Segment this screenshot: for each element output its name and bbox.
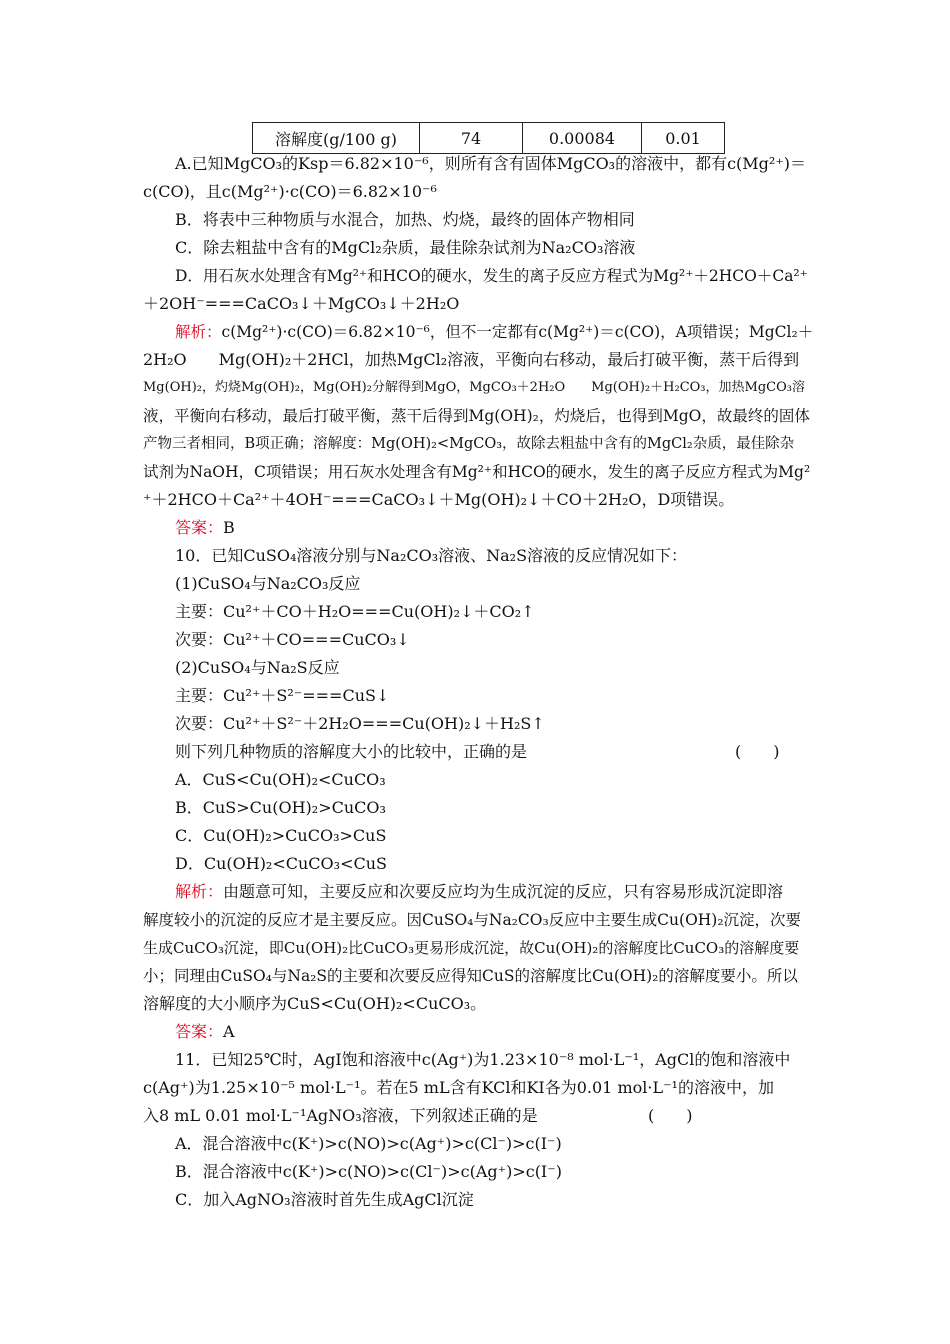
text-line: 解度较小的沉淀的反应才是主要反应。因CuSO₄与Na₂CO₃反应中主要生成Cu(OH)₂沉淀，次要	[143, 911, 802, 929]
text-line: 溶解度的大小顺序为CuS<Cu(OH)₂<CuCO₃。	[143, 994, 487, 1013]
text-line: 小；同理由CuSO₄与Na₂S的主要和次要反应得知CuS的溶解度比Cu(OH)₂的溶解度要小。所以	[143, 967, 798, 985]
answer-value: B	[223, 518, 235, 537]
analysis-text: c(Mg²⁺)·c(CO)＝6.82×10⁻⁶，但不一定都有c(Mg²⁺)＝c(CO)，A项错误；MgCl₂＋	[221, 323, 814, 341]
analysis-label: 解析：	[175, 882, 224, 901]
answer-label: 答案：	[175, 518, 224, 537]
option-b-line: B．CuS>Cu(OH)₂>CuCO₃	[175, 798, 386, 817]
text-line: 次要：Cu²⁺＋S²⁻＋2H₂O===Cu(OH)₂↓＋H₂S↑	[175, 714, 545, 733]
text-line: Mg(OH)₂，灼烧Mg(OH)₂，Mg(OH)₂分解得到MgO，MgCO₃＋2H₂O Mg(OH)₂＋H₂CO₃，加热MgCO₃溶	[143, 380, 805, 395]
table-cell: 0.01	[642, 123, 725, 154]
table-cell: 0.00084	[523, 123, 642, 154]
option-d-line: D．Cu(OH)₂<CuCO₃<CuS	[175, 854, 387, 873]
text-line: 产物三者相同，B项正确；溶解度：Mg(OH)₂<MgCO₃，故除去粗盐中含有的MgCl₂杂质，最佳除杂	[143, 436, 795, 452]
text-line: 液，平衡向右移动，最后打破平衡，蒸干后得到Mg(OH)₂，灼烧后，也得到MgO，故最终的固体	[143, 407, 810, 425]
analysis-line	[175, 878, 813, 906]
answer-label: 答案：	[175, 1022, 224, 1041]
text-line: 2H₂O Mg(OH)₂＋2HCl，加热MgCl₂溶液，平衡向右移动，最后打破平衡，蒸干后得到	[143, 350, 800, 369]
option-a-line: A．混合溶液中c(K⁺)>c(NO)>c(Ag⁺)>c(Cl⁻)>c(I⁻)	[175, 1134, 562, 1153]
text-line: (2)CuSO₄与Na₂S反应	[175, 658, 340, 677]
text-line: (1)CuSO₄与Na₂CO₃反应	[175, 574, 361, 593]
text-line: c(Ag⁺)为1.25×10⁻⁵ mol·L⁻¹。若在5 mL含有KCl和KI各为0.01 mol·L⁻¹的溶液中，加	[143, 1078, 774, 1097]
option-c-line: C．加入AgNO₃溶液时首先生成AgCl沉淀	[175, 1190, 474, 1209]
analysis-text: 由题意可知，主要反应和次要反应均为生成沉淀的反应，只有容易形成沉淀即溶	[223, 882, 784, 901]
question-11-stem: 11．已知25℃时，AgI饱和溶液中c(Ag⁺)为1.23×10⁻⁸ mol·L⁻¹，AgCl的饱和溶液中	[175, 1050, 791, 1069]
option-b-line: B．将表中三种物质与水混合，加热、灼烧，最终的固体产物相同	[175, 210, 635, 229]
option-d-line: D．用石灰水处理含有Mg²⁺和HCO的硬水，发生的离子反应方程式为Mg²⁺＋2HCO＋Ca²⁺	[175, 267, 808, 285]
table-row-label: 溶解度(g/100 g)	[253, 123, 420, 154]
answer-blank: ( )	[648, 1106, 693, 1125]
text-line: 试剂为NaOH，C项错误；用石灰水处理含有Mg²⁺和HCO的硬水，发生的离子反应方程式为Mg²	[143, 463, 811, 481]
option-c-line: C．Cu(OH)₂>CuCO₃>CuS	[175, 826, 387, 845]
prompt-text: 入8 mL 0.01 mol·L⁻¹AgNO₃溶液，下列叙述正确的是	[143, 1106, 538, 1125]
text-line: 主要：Cu²⁺＋CO＋H₂O===Cu(OH)₂↓＋CO₂↑	[175, 602, 535, 621]
table-cell: 74	[420, 123, 523, 154]
text-line: ＋2OH⁻===CaCO₃↓＋MgCO₃↓＋2H₂O	[143, 294, 460, 313]
question-10-prompt	[175, 738, 813, 766]
answer-blank: ( )	[735, 742, 780, 761]
option-a-line: A.已知MgCO₃的Ksp＝6.82×10⁻⁶，则所有含有固体MgCO₃的溶液中，都有c(Mg²⁺)＝	[175, 154, 807, 173]
table-row	[253, 123, 725, 154]
text-line: ⁺＋2HCO＋Ca²⁺＋4OH⁻===CaCO₃↓＋Mg(OH)₂↓＋CO＋2H₂O，D项错误。	[143, 490, 735, 509]
analysis-line	[175, 318, 813, 346]
answer-value: A	[223, 1022, 235, 1041]
option-b-line: B．混合溶液中c(K⁺)>c(NO)>c(Cl⁻)>c(Ag⁺)>c(I⁻)	[175, 1162, 562, 1181]
option-a-line: A．CuS<Cu(OH)₂<CuCO₃	[175, 770, 386, 789]
text-line: c(CO)，且c(Mg²⁺)·c(CO)＝6.82×10⁻⁶	[143, 182, 437, 201]
option-c-line: C．除去粗盐中含有的MgCl₂杂质，最佳除杂试剂为Na₂CO₃溶液	[175, 238, 636, 257]
question-11-prompt	[143, 1102, 813, 1130]
analysis-label: 解析：	[175, 323, 222, 341]
prompt-text: 则下列几种物质的溶解度大小的比较中，正确的是	[175, 742, 528, 761]
text-line: 主要：Cu²⁺＋S²⁻===CuS↓	[175, 686, 390, 705]
question-10-stem: 10．已知CuSO₄溶液分别与Na₂CO₃溶液、Na₂S溶液的反应情况如下：	[175, 546, 688, 565]
answer-line	[175, 1018, 813, 1046]
text-line: 次要：Cu²⁺＋CO===CuCO₃↓	[175, 630, 410, 649]
answer-line	[175, 514, 813, 542]
text-line: 生成CuCO₃沉淀，即Cu(OH)₂比CuCO₃更易形成沉淀，故Cu(OH)₂的溶解度比CuCO₃的溶解度要	[143, 939, 800, 957]
